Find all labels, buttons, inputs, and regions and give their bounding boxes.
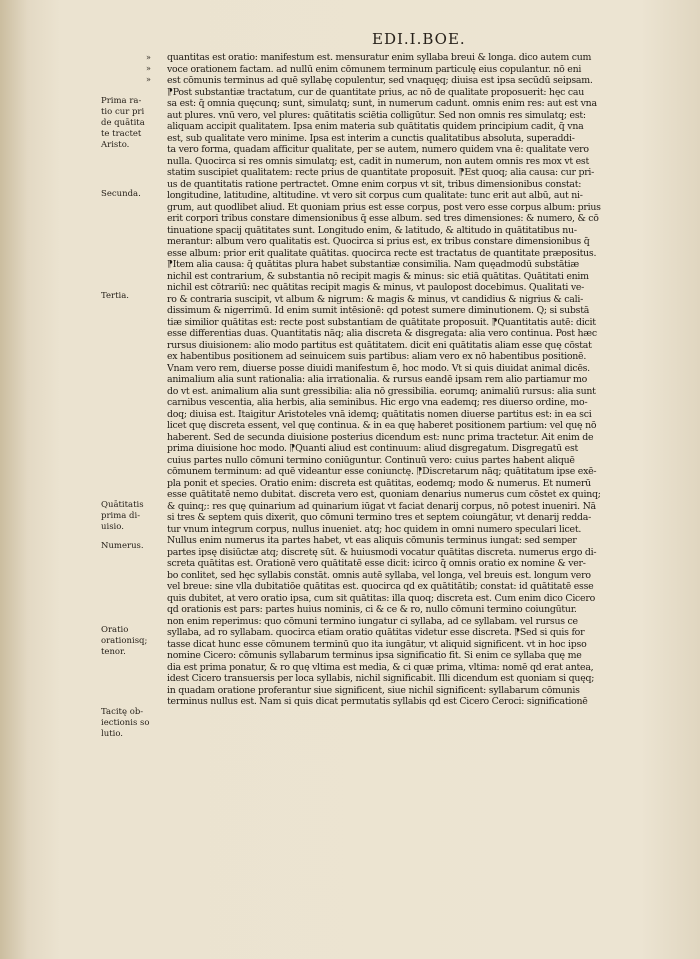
text-line: us de quantitatis ratione pertractet. Omne enim corpus vt sit, tribus dimensionibus constat: [167, 178, 582, 190]
text-line: nulla. Quocirca si res omnis simulatq; est, cadit in numerum, non autem omnis res mox vt est [167, 155, 589, 167]
text-line: tur vnum integrum corpus, nullus inueniet. atq; hoc quidem in omni numero speculari licet. [167, 523, 582, 535]
text-line: esse quātitatē nemo dubitat. discreta vero est, quoniam denarius numerus cum cōstet ex quinq; [167, 489, 601, 500]
text-line: dia est prima ponatur, & ro quę vltima est media, & ci quæ prima, vltima: nomē qd erat antea, [167, 661, 594, 673]
text-line: quis dubitet, at vero oratio ipsa, cum sit quātitas: illa quoq; discreta est. Cum enim dico Cicero [167, 592, 595, 604]
text-line: qd orationis est pars: partes huius nominis, ci & ce & ro, nullo cōmuni termino coiungūtur. [167, 604, 577, 615]
text-line: animalium alia sunt rationalia: alia irrationalia. & rursus eandē ipsam rem alio partiamur mo [167, 374, 588, 385]
text-line: ⁋Post substantiæ tractatum, cur de quantitate prius, ac nō de qualitate proposuerit: hęc cau [167, 86, 585, 98]
text-line: syllaba, ad ro syllabam. quocirca etiam oratio quātitas videtur esse discreta. ⁋Sed si quis for [167, 627, 585, 638]
text-line: quantitas est oratio: manifestum est. mensuratur enim syllaba breui & longa. dico autem cum [167, 52, 592, 63]
text-line: aliquam accipit qualitatem. Ipsa enim materia sub quātitatis quidem principium cadit, q̄ vna [167, 121, 584, 132]
side-note-numerus: Numerus. [101, 541, 144, 551]
side-note-quantitatis-divisio: Quātitatis prima di- uisio. [101, 500, 144, 532]
text-line: esse differentias duas. Quantitatis nāq; alia discreta & disgregata: alia vero continua. Post hæc [167, 328, 597, 339]
text-line: licet quę discreta essent, vel quę continua. & in ea quę haberet positionem partium: vel quę nō [167, 420, 597, 431]
text-line: grum, aut quodlibet aliud. Et quoniam prius est esse corpus, post vero esse corpus album: prius [167, 201, 601, 213]
text-line: terminus nullus est. Nam si quis dicat permutatis syllabis qd est Cicero Ceroci: significationē [167, 696, 588, 707]
text-line: est, sub qualitate vero minime. Ipsa est interim a cunctis qualitatibus absoluta, superaddi- [167, 132, 575, 144]
text-line: haberent. Sed de secunda diuisione posterius dicendum est: nunc prima tractetur. Ait enim de [167, 431, 594, 443]
text-line: si tres & septem quis dixerit, quo cōmuni termino tres et septem coiungātur, vt denarij redda- [167, 512, 592, 523]
text-line: Nullus enim numerus ita partes habet, vt eas aliquis cōmunis terminus iungat: sed semper [167, 535, 577, 546]
text-line: cōmunem terminum: ad quē videantur esse coniunctę. ⁋Discretarum nāq; quātitatum ipse exē- [167, 466, 597, 477]
text-line: nichil est cōtrariū: nec quātitas recipit magis & minus, vt paulopost docebimus. Qualitati ve- [167, 282, 585, 293]
text-line: ta vero forma, quadam afficitur qualitate, per se autem, numero quidem vna ē: qualitate vero [167, 144, 589, 155]
side-note-oratio: Oratio orationisq; tenor. [101, 625, 148, 657]
text-line: erit corpori tribus constare dimensionibus q̄ esse album. sed tres dimensiones: & numero, & cō [167, 213, 599, 224]
text-line: voce orationem factam. ad nullū enim cōmunem terminum particulę eius copulantur. nō eni [167, 63, 582, 75]
margin-quote-marks [146, 52, 166, 85]
text-line: prima diuisione hoc modo. ⁋Quanti aliud est continuum: aliud disgregatum. Disgregatū est [167, 443, 579, 454]
side-note-secunda: Secunda. [101, 189, 141, 199]
text-line: ⁋Item alia causa: q̄ quātitas plura habet substantiæ consimilia. Nam quęadmodū substātiæ [167, 259, 579, 270]
text-line: tinuatione spacij quātitates sunt. Longitudo enim, & latitudo, & altitudo in quātitatibus nu- [167, 224, 577, 236]
text-line: esse album: prior erit qualitate quātitas. quocirca recte est tractatus de quantitate præpositus. [167, 247, 597, 259]
quote-mark: » [146, 53, 151, 62]
text-line: tasse dicat hunc esse cōmunem terminū quo ita iungātur, vt aliquid significent. vt in hoc ipso [167, 638, 587, 650]
text-line: cuius partes nullo cōmuni termino coniūguntur. Continuū vero: cuius partes habent aliquē [167, 454, 575, 466]
quote-mark: » [146, 75, 151, 84]
text-line: tiæ similior quātitas est: recte post substantiam de quātitate proposuit. ⁋Quantitatis autē: dicit [167, 316, 596, 328]
text-line: est cōmunis terminus ad quē syllabę copulentur, sed vnaquęq; diuisa est ipsa secūdū seipsam. [167, 75, 593, 86]
text-line: longitudine, latitudine, altitudine. vt vero sit corpus cum qualitate: tunc erit aut albū, aut ni- [167, 190, 583, 201]
side-note-prima-ratio: Prima ra- tio cur pri de quātita te tractet Aristo. [101, 96, 145, 150]
side-note-tacite-objectionis: Tacitę ob- iectionis so lutio. [101, 707, 150, 739]
text-line: merantur: album vero qualitatis est. Quocirca si prius est, ex tribus constare dimensionibus q̄ [167, 236, 590, 247]
text-line: partes ipsę disiūctæ atq; discretę sūt. & huiusmodi vocatur quātitas discreta. numerus ergo di- [167, 546, 597, 558]
text-line: sa est: q̄ omnia quęcunq; sunt, simulatq; sunt, in numerum cadunt. omnis enim res: aut est vna [167, 98, 597, 109]
text-line: non enim reperimus: quo cōmuni termino iungatur ci syllaba, ad ce syllabam. vel rursus ce [167, 615, 578, 627]
text-line: statim suscipiet qualitatem: recte prius de quantitate proposuit. ⁋Est quoq; alia causa: cur pri- [167, 167, 595, 178]
main-text-column [167, 52, 687, 708]
text-line: carnibus vescentia, alia herbis, alia seminibus. Hic ergo vna eademq; res diuerso ordine, mo- [167, 397, 588, 408]
text-line: screta quātitas est. Orationē vero quātitatē esse dicit: icirco q̄ omnis oratio ex nomine & ver- [167, 558, 586, 569]
text-line: rursus diuisionem: alio modo partitus est quātitatem. dicit eni quātitatis aliam esse quę cōstat [167, 339, 592, 351]
text-line: idest Cicero transuersis per loca syllabis, nichil significabit. Illi dicendum est quoniam si quęq; [167, 673, 595, 684]
text-line: Vnam vero rem, diuerse posse diuidi manifestum ē, hoc modo. Vt si quis diuidat animal dicēs. [167, 362, 590, 374]
text-line: doq; diuisa est. Itaigitur Aristoteles vnā idemq; quātitatis nomen diuerse partitus est: in ea sci [167, 408, 592, 420]
text-line: bo conlitet, sed hęc syllabis constāt. omnis autē syllaba, vel longa, vel breuis est. longum vero [167, 569, 591, 581]
text-line: vel breue: sine vlla dubitatiōe quātitas est. quocirca qd ex quātitātib; constat: id quātitatē esse [167, 581, 594, 592]
running-head: EDI.I.BOE. [372, 30, 466, 48]
text-line: & quinq;: res quę quinarium ad quinarium iūgat vt faciat denarij corpus, nō potest inueniri. Nā [167, 500, 596, 512]
text-line: dissimum & nigerrimū. Id enim sumit intēsionē: qd potest sumere diminutionem. Q; si substā [167, 305, 590, 316]
text-line: nichil est contrarium, & substantia nō recipit magis & minus: sic etiā quātitas. Quātitati enim [167, 270, 589, 282]
text-line: do vt est. animalium alia sunt gressibilia: alia nō gressibilia. eorumq; animaliū rursus: alia sunt [167, 385, 596, 397]
text-line: nomine Cicero: cōmunis syllabarum terminus ipsa significatio fit. Si enim ce syllaba quę me [167, 650, 582, 661]
text-line: in quadam oratione proferantur siue significent, siue nichil significent: syllabarum cōmunis [167, 684, 580, 696]
text-line: pla ponit et species. Oratio enim: discreta est quātitas, eodemq; modo & numerus. Et numerū [167, 477, 591, 489]
text-line: ro & contraria suscipit, vt album & nigrum: & magis & minus, vt candidius & nigrius & cali- [167, 293, 583, 305]
text-line: aut plures. vnū vero, vel plures: quātitatis sciētia colligūtur. Sed non omnis res simulatq; est: [167, 109, 586, 121]
side-note-tertia: Tertia. [101, 291, 130, 301]
text-line: ex habentibus positionem ad seinuicem suis partibus: aliam vero ex nō habentibus positionē. [167, 351, 587, 362]
quote-mark: » [146, 64, 151, 73]
